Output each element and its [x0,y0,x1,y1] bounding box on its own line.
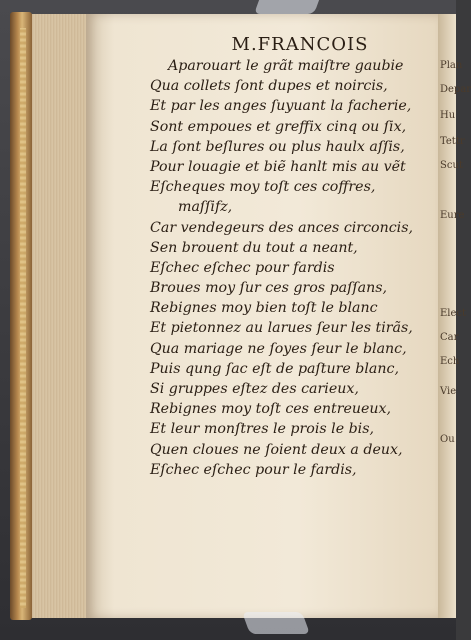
verse-line: Pour louagie et biẽ hanlt mis au vẽt [150,158,406,175]
facing-fragment: Ech [440,356,460,367]
page-edges [32,14,88,618]
verse-line: Quen cloues ne ſoient deux a deux, [150,441,403,458]
verse-line: Rebignes moy bien toſt le blanc [150,300,378,317]
verse-line: Et pietonnez au larues ſeur les tirãs, [150,320,413,337]
verse-line: Sont empoues et greffix cinq ou ſix, [150,118,407,135]
running-head: M.FRANCOIS [231,34,369,55]
verse-line: Et par les anges ſuyuant la facherie, [150,98,412,115]
facing-fragment: Eure [440,210,465,221]
page-clip-top [254,0,322,14]
verse-line: Si gruppes eſtez des carieux, [150,381,359,397]
verse-line: Puis qung ſac eſt de paſture blanc, [150,360,399,377]
verse-line: Broues moy ſur ces gros paſſans, [150,280,388,297]
verse-line: Et leur monſtres le prois le bis, [150,421,375,438]
verse-line: La ſont beſlures ou plus haulx aſſis, [150,138,405,155]
verse-line: Rebignes moy toſt ces entreueux, [150,401,392,418]
facing-fragment: Tettr [440,136,465,147]
page-clip-bottom [242,612,310,634]
verse-line: Aparouart le grãt maiſtre gaubie [168,58,404,74]
facing-page [438,14,471,618]
facing-fragment: Scut [440,160,463,171]
facing-fragment: Plan [440,60,463,71]
verse-line: Eſchec eſchec pour fardis [150,259,335,276]
facing-fragment: Hu [440,110,456,121]
poem-text [150,34,440,480]
verse-line: Eſchec eſchec pour le fardis, [150,461,357,478]
facing-fragment: Car [440,332,459,343]
facing-fragment: Depar [440,84,471,95]
verse-line: Eſcheques moy toſt ces coffres, [150,179,376,196]
facing-fragment: Ou [440,434,455,445]
verse-line: maſſifz, [178,199,233,216]
gilt-edge [20,28,26,608]
facing-fragment: Vie [440,386,457,397]
verse-line: Qua mariage ne ſoyes ſeur le blanc, [150,340,407,357]
verse-line: Qua collets ſont dupes et noircis, [150,78,388,95]
verse-line: Car vendegeurs des ances circoncis, [150,219,413,236]
facing-fragment: Elect [440,308,467,319]
verse-line: Sen brouent du tout a neant, [150,239,358,256]
